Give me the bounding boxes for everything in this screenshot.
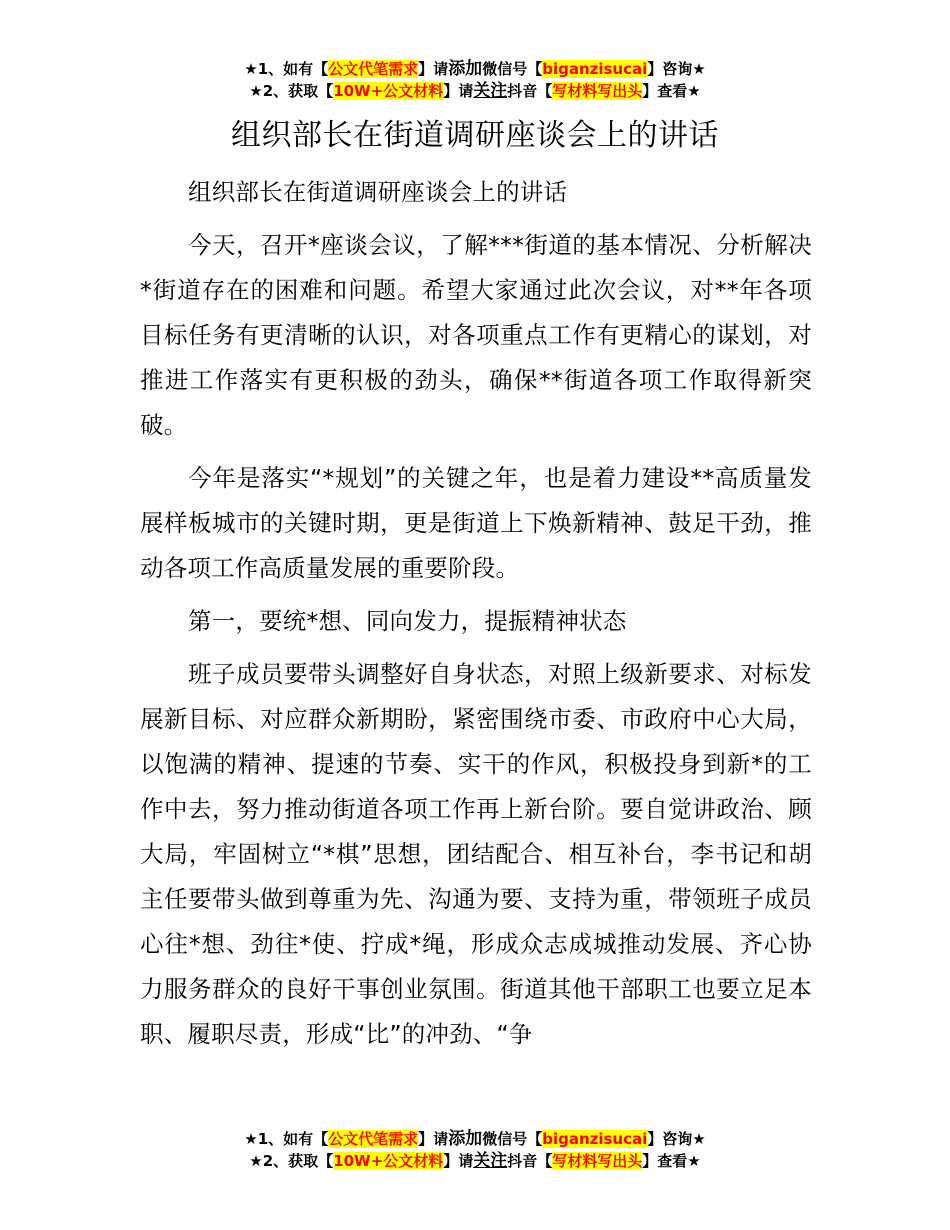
banner-line-1	[0, 1128, 950, 1150]
banner-text: ★1、如有【	[244, 60, 329, 78]
paragraph: 今天，召开*座谈会议，了解***街道的基本情况、分析解决*街道存在的困难和问题。希望大家通过此次会议，对**年各项目标任务有更清晰的认识，对各项重点工作有更精心的谋划，对推进工作落实有更积极的劲头，确保**街道各项工作取得新突破。	[140, 231, 812, 439]
banner-line-2	[0, 80, 950, 102]
highlight-douyin: 写材料写出头	[552, 82, 643, 100]
paragraph: 班子成员要带头调整好自身状态，对照上级新要求、对标发展新目标、对应群众新期盼，紧密围绕市委、市政府中心大局，以饱满的精神、提速的节奏、实干的作风，积极投身到新*的工作中去，努力推动街道各项工作再上新台阶。要自觉讲政治、顾大局，牢固树立“*棋”思想，团结配合、相互补台，李书记和胡主任要带头做到尊重为先、沟通为要、支持为重，带领班子成员心往*想、劲往*使、拧成*绳，形成众志成城推动发展、齐心协力服务群众的良好干事创业氛围。街道其他干部职工也要立足本职、履职尽责，形成“比”的冲劲、“争	[140, 660, 812, 1048]
banner-emphasis: 添加	[448, 1129, 483, 1149]
banner-text: 】查看★	[642, 1152, 701, 1170]
banner-text: 】请	[443, 1152, 474, 1170]
document-body	[140, 170, 812, 1065]
header-banner	[0, 58, 950, 102]
banner-emphasis: 关注	[473, 1151, 508, 1171]
highlight-wechat-id: biganzisucai	[542, 60, 648, 78]
banner-line-2	[0, 1150, 950, 1172]
footer-banner	[0, 1128, 950, 1172]
highlight-wechat-id: biganzisucai	[542, 1130, 648, 1148]
highlight-douyin: 写材料写出头	[552, 1152, 643, 1170]
highlight-materials: 10W+公文材料	[333, 82, 444, 100]
highlight-service: 公文代笔需求	[328, 1130, 419, 1148]
banner-emphasis: 添加	[448, 59, 483, 79]
banner-text: 微信号【	[482, 60, 543, 78]
highlight-materials: 10W+公文材料	[333, 1152, 444, 1170]
section-heading: 第一，要统*想、同向发力，提振精神状态	[188, 607, 627, 635]
banner-text: ★1、如有【	[244, 1130, 329, 1148]
banner-text: ★2、获取【	[249, 1152, 334, 1170]
banner-text: 抖音【	[507, 82, 553, 100]
banner-text: 】咨询★	[647, 60, 706, 78]
paragraph: 组织部长在街道调研座谈会上的讲话	[188, 178, 568, 206]
banner-text: 】请	[418, 60, 449, 78]
banner-text: 微信号【	[482, 1130, 543, 1148]
document-title: 组织部长在街道调研座谈会上的讲话	[231, 118, 719, 153]
banner-text: 抖音【	[507, 1152, 553, 1170]
banner-text: 】请	[443, 82, 474, 100]
banner-text: 】请	[418, 1130, 449, 1148]
banner-text: ★2、获取【	[249, 82, 334, 100]
banner-emphasis: 关注	[473, 81, 508, 101]
banner-line-1	[0, 58, 950, 80]
banner-text: 】咨询★	[647, 1130, 706, 1148]
paragraph: 今年是落实“*规划”的关键之年，也是着力建设**高质量发展样板城市的关键时期，更是街道上下焕新精神、鼓足干劲，推动各项工作高质量发展的重要阶段。	[140, 464, 812, 582]
highlight-service: 公文代笔需求	[328, 60, 419, 78]
banner-text: 】查看★	[642, 82, 701, 100]
